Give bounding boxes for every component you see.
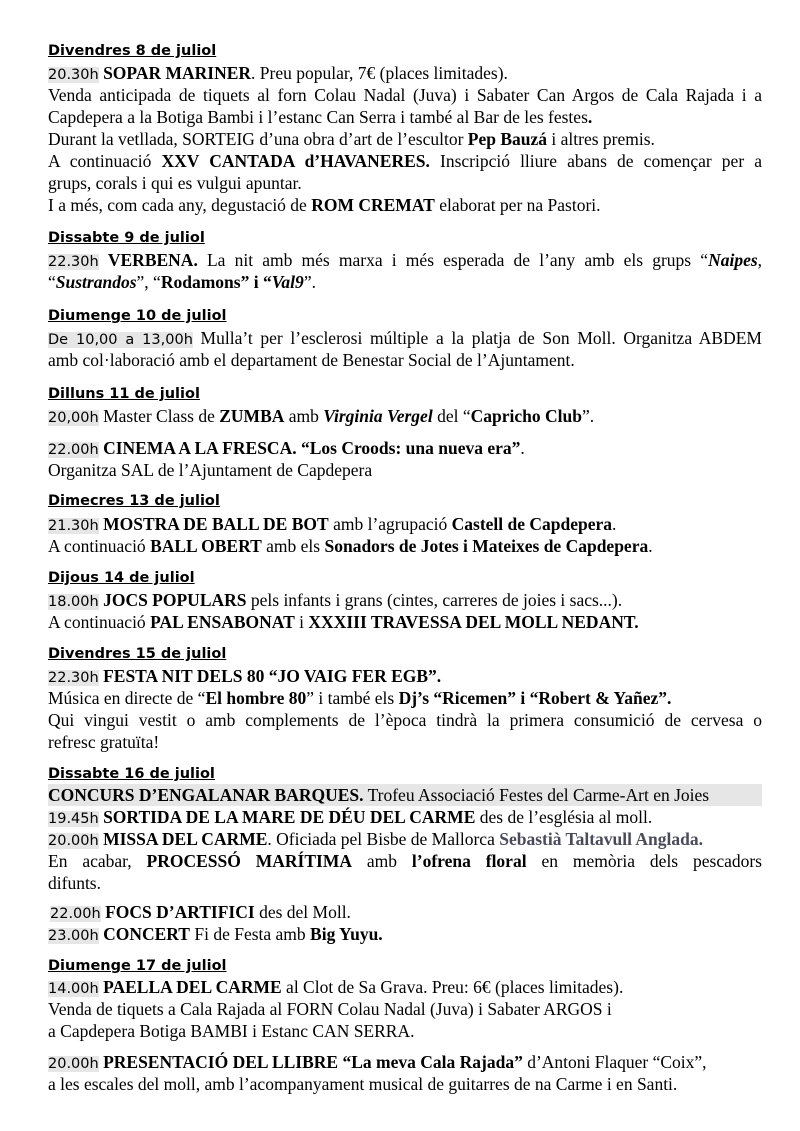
event-line <box>48 62 762 86</box>
event-line <box>48 405 762 429</box>
event-text: Qui vingui vestit o amb complements de l’època tindrà la primera consumició de cervesa o <box>48 710 762 730</box>
event-line <box>50 901 764 925</box>
event-title: PRESENTACIÓ DEL LLIBRE “La meva Cala Rajada” <box>103 1052 523 1072</box>
event-line <box>48 611 762 633</box>
event-text: d’Antoni Flaquer “Coix”, <box>522 1052 707 1072</box>
event-text: elaborat per na Pastori. <box>434 195 601 215</box>
event-time: 19.45h <box>48 811 99 827</box>
event-text: Capdepera a la Botiga Bambi i l’estanc Can Serra i també al Bar de les festes <box>48 107 588 127</box>
event-text: grups, corals i qui es vulgui apuntar. <box>48 173 302 193</box>
event-line <box>48 998 762 1020</box>
event-title: CONCERT <box>103 924 190 944</box>
event-line <box>48 349 762 371</box>
instructor-name: Virginia Vergel <box>323 406 433 426</box>
day-heading: Dimecres 13 de juliol <box>48 493 220 509</box>
day-heading: Dijous 14 de juliol <box>48 570 195 586</box>
event-text: . <box>612 514 617 534</box>
event-line <box>48 709 762 731</box>
event-text: amb l’agrupació <box>328 514 452 534</box>
event-line <box>48 249 762 273</box>
event-text: . <box>648 536 653 556</box>
event-title: ROM CREMAT <box>311 195 435 215</box>
event-text: “ <box>48 272 56 292</box>
event-text: A continuació <box>48 536 151 556</box>
event-title: VERBENA. <box>107 250 198 270</box>
event-title: MISSA DEL CARME <box>103 829 268 849</box>
event-text: refresc gratuïta! <box>48 732 160 752</box>
day-heading: Dilluns 11 de juliol <box>48 386 200 402</box>
event-text: ” i “ <box>240 272 272 292</box>
event-title: JOCS POPULARS <box>103 590 247 610</box>
performer-name: Dj’s “Ricemen” i “Robert & Yañez”. <box>398 688 672 708</box>
event-title: CINEMA A LA FRESCA. “Los Croods: una nueva era” <box>103 438 521 458</box>
event-text: a les escales del moll, amb l’acompanyament musical de guitarres de na Carme i en Santi. <box>48 1074 678 1094</box>
performer-name: El hombre 80 <box>205 688 307 708</box>
event-text: i <box>294 612 309 632</box>
event-text: des del Moll. <box>254 902 351 922</box>
event-line <box>48 327 762 351</box>
event-line <box>48 106 762 128</box>
day-heading: Diumenge 17 de juliol <box>48 958 227 974</box>
event-text: des de l’església al moll. <box>475 807 653 827</box>
event-text: Venda de tiquets a Cala Rajada al FORN Colau Nadal (Juva) i Sabater ARGOS i <box>48 999 612 1019</box>
group-name: Sonadors de Jotes i Mateixes de Capdepera <box>324 536 649 556</box>
band-name: Sustrandos <box>55 272 137 292</box>
event-title: FOCS D’ARTIFICI <box>105 902 255 922</box>
event-text: al Clot de Sa Grava. Preu: 6€ (places limitades). <box>281 977 624 997</box>
band-name: Big Yuyu. <box>310 924 383 944</box>
event-time: 14.00h <box>48 981 99 997</box>
event-line <box>48 1020 762 1042</box>
event-text: ”. <box>581 406 595 426</box>
event-line <box>48 128 762 150</box>
artist-name: Pep Bauzá <box>467 129 548 149</box>
event-text: i altres premis. <box>547 129 655 149</box>
event-line <box>48 513 762 537</box>
event-time: 20.00h <box>48 1056 99 1072</box>
event-line <box>48 731 762 753</box>
event-line <box>48 84 762 106</box>
event-text: Venda anticipada de tiquets al forn Colau Nadal (Juva) i Sabater Can Argos de Cala Rajada i a <box>48 85 762 105</box>
event-title: SOPAR MARINER <box>103 63 252 83</box>
event-text: Trofeu Associació Festes del Carme-Art en Joies <box>363 785 710 805</box>
event-text: pels infants i grans (cintes, carreres de joies i sacs...). <box>246 590 623 610</box>
event-line <box>48 194 762 216</box>
event-text: amb <box>284 406 324 426</box>
day-heading: Divendres 15 de juliol <box>48 646 227 662</box>
event-text: amb <box>351 851 412 871</box>
event-text: . Oficiada pel Bisbe de Mallorca <box>267 829 500 849</box>
event-title: MOSTRA DE BALL DE BOT <box>103 514 329 534</box>
event-text: del “ <box>432 406 471 426</box>
event-time: 21.30h <box>48 518 99 534</box>
event-time: 22.00h <box>50 906 101 922</box>
event-line <box>48 665 762 689</box>
event-line <box>48 872 762 894</box>
event-text: ” i també els <box>306 688 399 708</box>
event-text: . Preu popular, 7€ (places limitades). <box>251 63 508 83</box>
event-title: ZUMBA <box>219 406 285 426</box>
event-text: Durant la vetllada, SORTEIG d’una obra d’art de l’escultor <box>48 129 468 149</box>
band-name: Naipes <box>708 250 758 270</box>
event-title: PROCESSÓ MARÍTIMA <box>146 851 352 871</box>
day-heading: Dissabte 9 de juliol <box>48 230 205 246</box>
bishop-name: Sebastià Taltavull Anglada. <box>499 829 703 849</box>
event-text: Fi de Festa amb <box>189 924 311 944</box>
day-heading: Divendres 8 de juliol <box>48 43 217 59</box>
event-text: amb col·laboració amb el departament de Benestar Social de l’Ajuntament. <box>48 350 575 370</box>
event-text: Mulla’t per l’esclerosi múltiple a la platja de Son Moll. Organitza ABDEM <box>192 328 762 348</box>
venue-name: Capricho Club <box>470 406 582 426</box>
event-text: en memòria dels pescadors <box>526 851 762 871</box>
band-name: Rodamons <box>160 272 241 292</box>
event-title: BALL OBERT <box>150 536 262 556</box>
day-heading: Dissabte 16 de juliol <box>48 766 215 782</box>
event-title: FESTA NIT DELS 80 “JO VAIG FER EGB”. <box>103 666 442 686</box>
event-line <box>48 976 762 1000</box>
event-text: En acabar, <box>48 851 147 871</box>
event-time: 20.00h <box>48 833 99 849</box>
event-line <box>48 850 762 872</box>
day-heading: Diumenge 10 de juliol <box>48 308 227 324</box>
event-text: Inscripció lliure abans de començar per a <box>429 151 763 171</box>
event-title: PAELLA DEL CARME <box>103 977 282 997</box>
event-line <box>48 459 762 481</box>
band-name: Val9 <box>271 272 304 292</box>
event-title: CONCURS D’ENGALANAR BARQUES. <box>48 785 364 805</box>
event-title: SORTIDA DE LA MARE DE DÉU DEL CARME <box>103 807 476 827</box>
event-title: l’ofrena floral <box>411 851 527 871</box>
event-time: 20.30h <box>48 67 99 83</box>
event-time: 22.00h <box>48 442 99 458</box>
event-line <box>48 589 762 613</box>
group-name: Castell de Capdepera <box>451 514 613 534</box>
event-line <box>48 806 762 830</box>
event-line <box>48 535 762 557</box>
event-text: . <box>587 107 593 127</box>
event-text: a Capdepera Botiga BAMBI i Estanc CAN SERRA. <box>48 1021 415 1041</box>
event-text: Organitza SAL de l’Ajuntament de Capdepera <box>48 460 373 480</box>
event-text: A continuació <box>48 612 151 632</box>
event-time: 18.00h <box>48 594 99 610</box>
event-line <box>48 687 762 709</box>
event-title: PAL ENSABONAT <box>150 612 295 632</box>
event-line <box>48 1051 762 1075</box>
event-time: De 10,00 a 13,00h <box>48 332 193 348</box>
event-title: XXV CANTADA d’HAVANERES. <box>161 151 430 171</box>
event-time: 20,00h <box>48 410 99 426</box>
event-line <box>48 1073 762 1095</box>
event-time: 23.00h <box>48 928 99 944</box>
event-text: , <box>757 250 763 270</box>
event-time: 22.30h <box>48 254 99 270</box>
event-line <box>48 923 762 947</box>
event-text: ”. <box>303 272 316 292</box>
event-title: XXXIII TRAVESSA DEL MOLL NEDANT. <box>308 612 639 632</box>
event-text: . <box>520 438 525 458</box>
event-text: difunts. <box>48 873 101 893</box>
event-text: ”, “ <box>136 272 161 292</box>
event-text: A continuació <box>48 151 162 171</box>
event-line <box>48 150 762 172</box>
event-text: Música en directe de “ <box>48 688 206 708</box>
event-line <box>48 172 762 194</box>
event-line <box>48 271 762 293</box>
event-time: 22.30h <box>48 670 99 686</box>
event-line <box>48 828 762 852</box>
event-line <box>48 437 762 461</box>
event-text: I a més, com cada any, degustació de <box>48 195 312 215</box>
event-text: La nit amb més marxa i més esperada de l’any amb els grups “ <box>197 250 709 270</box>
event-text: Master Class de <box>98 406 220 426</box>
event-text: amb els <box>261 536 325 556</box>
event-line <box>48 784 762 806</box>
